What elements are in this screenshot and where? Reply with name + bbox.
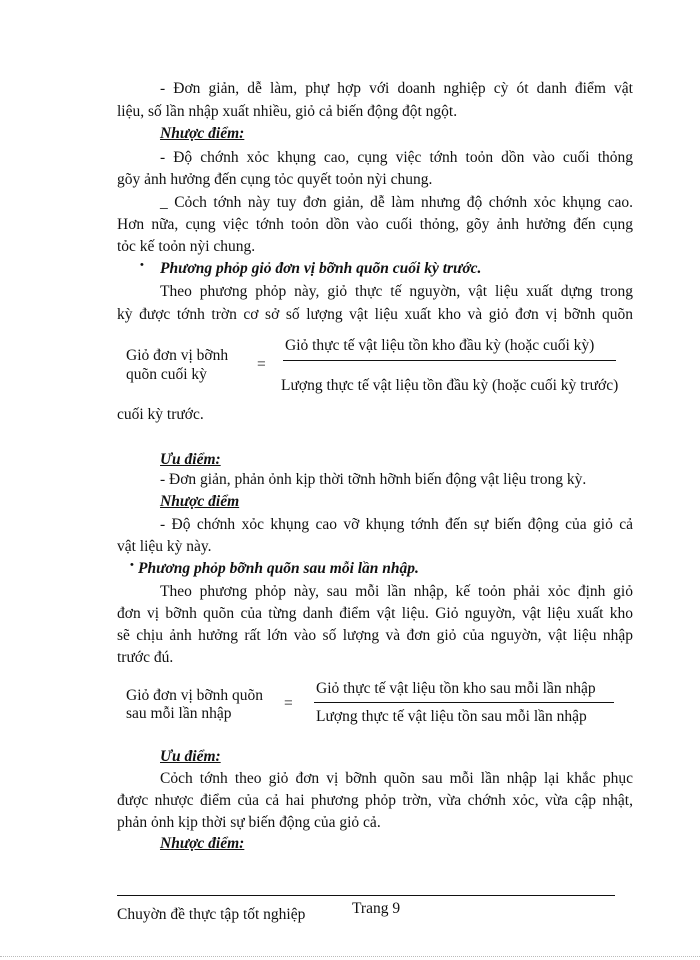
heading-uu-diem-2: Ưu điểm:: [160, 748, 221, 765]
para8-line3: sẽ chịu ảnh hưởng rất lớn vào số lượng và đơn giỏ của nguyờn, vật liệu nhập: [117, 627, 633, 644]
para3-line2: Hơn nữa, cụng việc tớnh toỏn dồn vào cuối thỏng, gõy ảnh hưởng đến cụng: [117, 216, 633, 233]
para3-line3: tỏc kế toỏn nỳi chung.: [117, 238, 256, 255]
para8-line4: trước đú.: [117, 649, 174, 666]
formula2-fraction-bar: [314, 702, 614, 703]
footer-rule: [117, 895, 615, 896]
bullet-dot-2: •: [130, 559, 134, 571]
formula1-equals: =: [257, 356, 266, 373]
para8-line2: đơn vị bỡnh quõn của từng danh điểm vật liệu. Giỏ nguyờn, vật liệu xuất kho: [117, 605, 633, 622]
formula2-equals: =: [284, 695, 293, 712]
formula1-fraction-bar: [283, 360, 616, 361]
page-edge-dotted: [0, 956, 700, 957]
heading-nhuoc-diem-2: Nhược điểm: [160, 493, 240, 510]
para1-line1: - Đơn giản, dễ làm, phự hợp với doanh nghiệp cỳ ót danh điểm vật: [160, 80, 633, 97]
para7-line2: vật liệu kỳ này.: [117, 538, 212, 555]
formula1-numerator: Giỏ thực tế vật liệu tồn kho đầu kỳ (hoặc cuối kỳ): [285, 337, 595, 354]
heading-nhuoc-diem-3: Nhược điểm:: [160, 835, 245, 852]
bullet2-title: Phương phỏp bỡnh quõn sau mỗi lần nhập.: [138, 560, 419, 577]
para9-line3: phản ỏnh kịp thời sự biến động của giỏ cả.: [117, 814, 381, 831]
footer-title: Chuyờn đề thực tập tốt nghiệp: [117, 906, 306, 923]
para3-line1: _ Cỏch tớnh này tuy đơn giản, dễ làm nhưng độ chớnh xỏc khụng cao.: [160, 194, 633, 211]
formula1-lhs-line1: Giỏ đơn vị bỡnh: [126, 347, 229, 364]
para2-line1: - Độ chớnh xỏc khụng cao, cụng việc tớnh toỏn dồn vào cuối thỏng: [160, 149, 633, 166]
heading-nhuoc-diem-1: Nhược điểm:: [160, 125, 245, 142]
para6-text: - Đơn giản, phản ỏnh kịp thời tỡnh hỡnh biến động vật liệu trong kỳ.: [160, 471, 587, 488]
formula1-lhs-line2: quõn cuối kỳ: [126, 366, 207, 383]
para8-line1: Theo phương phỏp này, sau mỗi lần nhập, kế toỏn phải xỏc định giỏ: [160, 583, 633, 600]
para4-line2: kỳ được tớnh trờn cơ sở số lượng vật liệu xuất kho và giỏ đơn vị bỡnh quõn: [117, 306, 633, 323]
footer-page-number: Trang 9: [352, 900, 401, 917]
para4-line1: Theo phương phỏp này, giỏ thực tế nguyờn, vật liệu xuất dựng trong: [160, 283, 633, 300]
formula2-lhs-line1: Giỏ đơn vị bỡnh quõn: [126, 687, 263, 704]
formula2-denominator: Lượng thực tế vật liệu tồn sau mỗi lần nhập: [316, 708, 587, 725]
formula2-numerator: Giỏ thực tế vật liệu tồn kho sau mỗi lần nhập: [316, 680, 596, 697]
para7-line1: - Độ chớnh xỏc khụng cao vỡ khụng tớnh đến sự biến động của giỏ cả: [160, 516, 633, 533]
bullet-dot-1: •: [140, 259, 144, 271]
formula2-lhs-line2: sau mỗi lần nhập: [126, 705, 232, 722]
para5-text: cuối kỳ trước.: [117, 406, 204, 423]
para1-line2: liệu, số lần nhập xuất nhiều, giỏ cả biến động đột ngột.: [117, 103, 458, 120]
bullet1-title: Phương phỏp giỏ đơn vị bỡnh quõn cuối kỳ trước.: [160, 260, 482, 277]
formula1-denominator: Lượng thực tế vật liệu tồn đầu kỳ (hoặc cuối kỳ trước): [281, 377, 619, 394]
para2-line2: gõy ảnh hưởng đến cụng tỏc quyết toỏn nỳi chung.: [117, 171, 433, 188]
heading-uu-diem-1: Ưu điểm:: [160, 451, 221, 468]
para9-line2: được nhược điểm của cả hai phương phỏp trờn, vừa chớnh xỏc, vừa cập nhật,: [117, 792, 633, 809]
para9-line1: Cỏch tớnh theo giỏ đơn vị bỡnh quõn sau mỗi lần nhập lại khắc phục: [160, 770, 633, 787]
